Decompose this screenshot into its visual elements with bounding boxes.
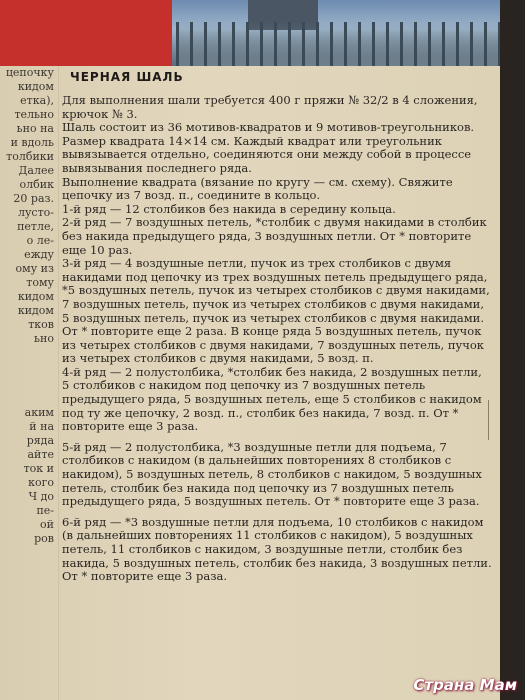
article [62,70,492,584]
left-fragment-line: аким [24,406,54,419]
left-fragment-line: и вдоль [10,136,54,149]
paragraph-materials: Для выполнения шали требуется 400 г пряжи № 32/2 в 4 сложения, крючок № 3. [62,93,478,121]
left-fragment-line: пе- [36,504,54,517]
left-fragment-line: Ч до [28,490,54,503]
page-divider [488,400,489,440]
paragraph-row-3: 3-й ряд — 4 воздушные петли, пучок из трех столбиков с двумя накидами под цепочку из трех воздушных петель предыдущего ряда, *5 воздушных петель, пучок из четырех столбиков с двумя накидами, 7 воздушных петель, пучок из четырех столбиков с двумя накидами, 5 воздушных петель, пучок из четырех столбиков с двумя накидами. От * повторите еще 2 раза. В конце ряда 5 воздушных петель, пучок из четырех столбиков с двумя накидами, 7 воздушных петель, пучок из четырех столбиков с двумя накидами, 5 возд. п. [62,256,490,366]
left-fragment-line: Далее [18,164,54,177]
paragraph-row-4: 4-й ряд — 2 полустолбика, *столбик без накида, 2 воздушных петли, 5 столбиков с накидом под цепочку из 7 воздушных петель предыдущего ряда, 5 воздушных петель, еще 5 столбиков с накидом под ту же цепочку, 2 возд. п., столбик без накида, 7 возд. п. От * повторите еще 3 раза. [62,364,482,434]
left-fragment-line: ому из [15,262,54,275]
paragraph-square: Выполнение квадрата (вязание по кругу — см. схему). Свяжите цепочку из 7 возд. п., соедините в кольцо. [62,174,453,203]
left-fragment-line: тому [26,276,54,289]
left-fragment-line: цепочку [5,66,54,79]
left-fragment-line: ежду [24,248,54,261]
left-column-fragment [0,66,59,700]
left-fragment-line: кого [28,476,54,489]
photo-railing [176,22,500,66]
left-fragment-line: петле, [17,220,54,233]
left-fragment-line: ров [34,532,54,545]
left-fragment-line: ьно [34,332,54,345]
left-fragment-line: й на [29,420,54,433]
paragraph-row-1: 1-й ряд — 12 столбиков без накида в середину кольца. [62,201,396,216]
paragraph-row-6: 6-й ряд — *3 воздушные петли для подъема, 10 столбиков с накидом (в дальнейших повторениях 11 столбиков с накидом), 5 воздушных петель, 11 столбиков с накидом, 3 воздушные петли, столбик без накида, 5 воздушных петель, столбик без накида, 3 воздушных петли. От * повторите еще 3 раза. [62,514,492,584]
left-fragment-line: айте [27,448,54,461]
left-fragment-line: ток и [23,462,54,475]
watermark-logo: Страна Мам [413,676,517,694]
left-fragment-line: ряда [26,434,54,447]
paragraph-row-5: 5-й ряд — 2 полустолбика, *3 воздушные петли для подъема, 7 столбиков с накидом (в дальнейших повторениях 8 столбиков с накидом), 5 воздушных петель, 8 столбиков с накидом, 5 воздушных петель, столбик без накида под цепочку из 7 воздушных петель предыдущего ряда, 5 воздушных петель. От * повторите еще 3 раза. [62,439,482,509]
left-fragment-line: кидом [17,290,54,303]
left-fragment-line: лусто- [17,206,54,219]
left-fragment-line: ой [40,518,54,531]
left-fragment-line: 20 раз. [13,192,54,205]
left-fragment-line: толбики [6,150,54,163]
paragraph-structure: Шаль состоит из 36 мотивов-квадратов и 9 мотивов-треугольников. Размер квадрата 14×14 см. Каждый квадрат или треугольник вывязывается отдельно, соединяются они между собой в процессе вывязывания последнего ряда. [62,120,475,175]
left-fragment-line: олбик [19,178,54,191]
left-fragment-line: о ле- [26,234,54,247]
left-fragment-line: ьно на [16,122,54,135]
left-fragment-line: етка), [20,94,54,107]
left-fragment-line: кидом [17,304,54,317]
article-title: ЧЕРНАЯ ШАЛЬ [70,70,184,84]
header-photo [0,0,500,66]
photo-red-area [0,0,172,66]
left-fragment-line: тков [28,318,54,331]
paragraph-row-2: 2-й ряд — 7 воздушных петель, *столбик с двумя накидами в столбик без накида предыдущего ряда, 3 воздушных петли. От * повторите еще 10 раз. [62,215,487,257]
left-fragment-line: кидом [17,80,54,93]
left-fragment-line: тельно [14,108,54,121]
